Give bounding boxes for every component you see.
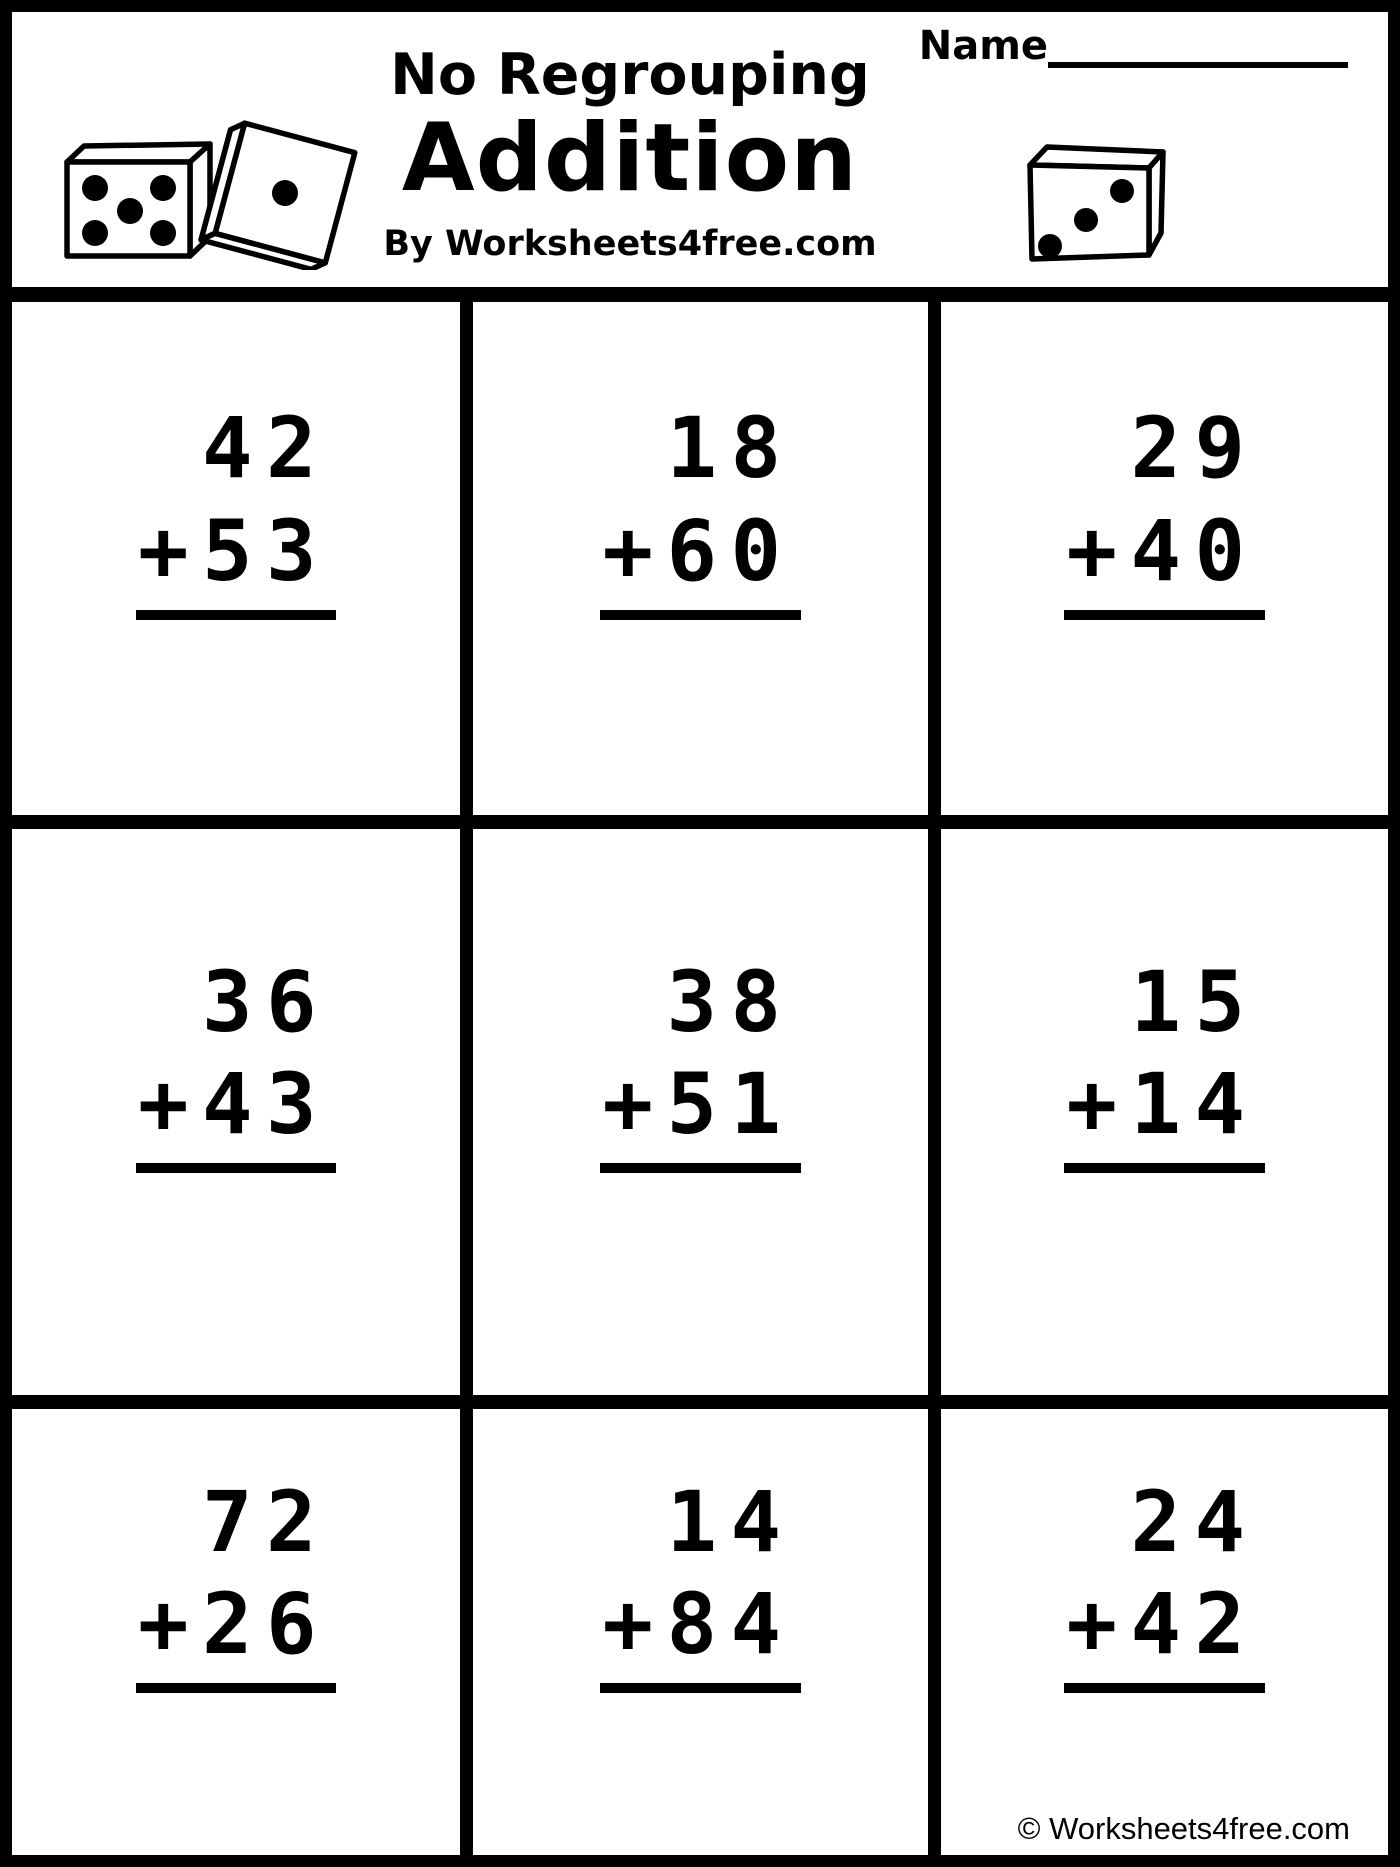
dice-three-icon <box>1022 143 1172 274</box>
problem-cell <box>12 302 473 829</box>
plus-operator: + <box>137 1575 202 1673</box>
plus-operator: + <box>1066 1055 1131 1153</box>
addition-problem <box>600 1471 800 1694</box>
addition-problem <box>136 951 336 1174</box>
addition-problem <box>1064 397 1264 620</box>
problems-grid <box>12 287 1388 1855</box>
problem-cell <box>473 302 941 829</box>
bottom-addend: 14 <box>1130 1055 1259 1153</box>
problem-cell <box>12 1409 473 1855</box>
problem-cell <box>941 302 1388 829</box>
copyright-text: © Worksheets4free.com <box>1017 1811 1350 1846</box>
dice-five-and-one-icon <box>60 115 390 274</box>
top-addend: 18 <box>666 399 795 498</box>
plus-operator: + <box>602 501 667 600</box>
bottom-row <box>1066 1053 1258 1155</box>
worksheet-byline: By Worksheets4free.com <box>383 224 877 264</box>
addition-problem <box>600 951 800 1174</box>
bottom-row <box>1066 1573 1258 1675</box>
bottom-row <box>138 1053 330 1155</box>
bottom-addend: 26 <box>201 1575 331 1673</box>
bottom-row <box>602 500 794 602</box>
bottom-addend: 40 <box>1130 501 1259 600</box>
problem-cell <box>941 829 1388 1409</box>
top-addend: 15 <box>1130 952 1259 1051</box>
addition-problem <box>1064 951 1264 1174</box>
plus-operator: + <box>1066 501 1131 600</box>
addition-problem <box>1064 1471 1264 1694</box>
top-addend: 29 <box>1130 399 1259 498</box>
bottom-row <box>138 500 330 602</box>
bottom-addend: 53 <box>201 501 331 600</box>
bottom-row <box>138 1573 330 1675</box>
plus-operator: + <box>137 1055 202 1153</box>
addition-problem <box>600 397 800 620</box>
worksheet-header <box>12 12 1388 287</box>
bottom-row <box>1066 500 1258 602</box>
problem-cell <box>12 829 473 1409</box>
addition-problem <box>136 1471 336 1694</box>
bottom-row <box>602 1573 794 1675</box>
problem-cell <box>941 1409 1388 1855</box>
addition-problem <box>136 397 336 620</box>
plus-operator: + <box>1066 1575 1131 1673</box>
bottom-addend: 60 <box>666 501 795 600</box>
worksheet-title: Addition <box>401 104 859 213</box>
top-addend: 38 <box>666 952 795 1051</box>
bottom-addend: 51 <box>666 1055 795 1153</box>
top-addend: 72 <box>201 1472 331 1571</box>
top-addend: 42 <box>201 399 331 498</box>
bottom-addend: 43 <box>201 1055 331 1153</box>
top-addend: 14 <box>666 1472 795 1571</box>
plus-operator: + <box>137 501 202 600</box>
bottom-addend: 42 <box>1130 1575 1259 1673</box>
top-addend: 24 <box>1130 1472 1259 1571</box>
bottom-addend: 84 <box>666 1575 795 1673</box>
plus-operator: + <box>602 1575 667 1673</box>
bottom-row <box>602 1053 794 1155</box>
plus-operator: + <box>602 1055 667 1153</box>
problem-cell <box>473 1409 941 1855</box>
name-label: Name <box>918 23 1048 69</box>
top-addend: 36 <box>201 952 331 1051</box>
problem-cell <box>473 829 941 1409</box>
worksheet-subtitle: No Regrouping <box>390 42 870 108</box>
